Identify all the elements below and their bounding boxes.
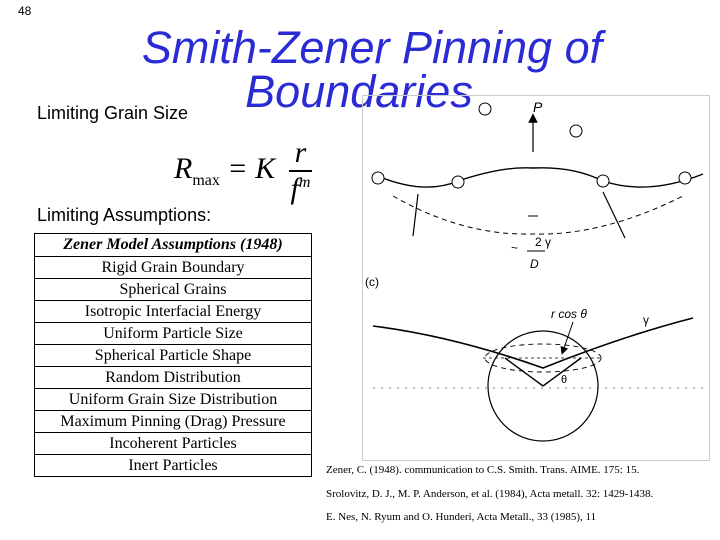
particle <box>372 172 384 184</box>
equation-den-sup: m <box>298 174 311 191</box>
table-row <box>35 279 312 301</box>
equation-denominator: f <box>290 172 299 205</box>
title-line-2: Boundaries <box>245 66 473 117</box>
table-row <box>35 345 312 367</box>
boundary-curve <box>373 168 703 187</box>
table-cell: Rigid Grain Boundary <box>35 257 312 279</box>
limiting-grain-size-label: Limiting Grain Size <box>37 103 189 123</box>
assumptions-table <box>34 233 312 477</box>
grain-edge <box>603 192 625 238</box>
title-line-1: Smith-Zener Pinning of <box>141 22 603 73</box>
table-row <box>35 455 312 477</box>
label-approx: ~ <box>511 241 519 255</box>
label-d: D <box>530 257 539 271</box>
table-cell: Isotropic Interfacial Energy <box>35 301 312 323</box>
pinning-figure <box>362 95 710 461</box>
equation-lhs-sub: max <box>192 171 220 189</box>
table-cell: Uniform Grain Size Distribution <box>35 389 312 411</box>
grain-edge <box>413 194 418 236</box>
table-cell: Spherical Particle Shape <box>35 345 312 367</box>
table-row <box>35 257 312 279</box>
label-two-gamma: 2 γ <box>535 235 552 249</box>
table-row <box>35 411 312 433</box>
particle <box>452 176 464 188</box>
table-cell: Spherical Grains <box>35 279 312 301</box>
zener-equation <box>174 136 312 206</box>
reference-3: E. Nes, N. Ryum and O. Hunderi, Acta Metall., 33 (1985), 11 <box>326 511 597 523</box>
limiting-assumptions-label: Limiting Assumptions: <box>37 205 212 225</box>
particle <box>679 172 691 184</box>
table-row <box>35 323 312 345</box>
equation-numerator: r <box>289 136 313 172</box>
label-gamma: γ <box>643 313 649 327</box>
equation-fraction <box>289 136 313 206</box>
table-cell: Maximum Pinning (Drag) Pressure <box>35 411 312 433</box>
equation-lhs: R <box>174 151 193 185</box>
table-cell: Incoherent Particles <box>35 433 312 455</box>
reference-1: Zener, C. (1948). communication to C.S. Smith. Trans. AIME. 175: 15. <box>326 464 640 476</box>
table-row <box>35 367 312 389</box>
table-cell: Random Distribution <box>35 367 312 389</box>
label-panel: (c) <box>365 275 379 289</box>
reference-2: Srolovitz, D. J., M. P. Anderson, et al. (1984), Acta metall. 32: 1429-1438. <box>326 488 654 500</box>
table-row <box>35 389 312 411</box>
boundary-dashed <box>393 196 683 234</box>
particle <box>479 103 491 115</box>
table-row <box>35 301 312 323</box>
label-rcos: r cos θ <box>551 307 587 321</box>
table-cell: Inert Particles <box>35 455 312 477</box>
particle <box>570 125 582 137</box>
slide-number: 48 <box>18 4 32 18</box>
label-theta: θ <box>561 374 568 386</box>
table-row <box>35 433 312 455</box>
label-p: P <box>533 99 543 115</box>
table-header: Zener Model Assumptions (1948) <box>35 234 312 257</box>
table-cell: Uniform Particle Size <box>35 323 312 345</box>
equation-eq: = K <box>219 151 276 185</box>
particle <box>597 175 609 187</box>
